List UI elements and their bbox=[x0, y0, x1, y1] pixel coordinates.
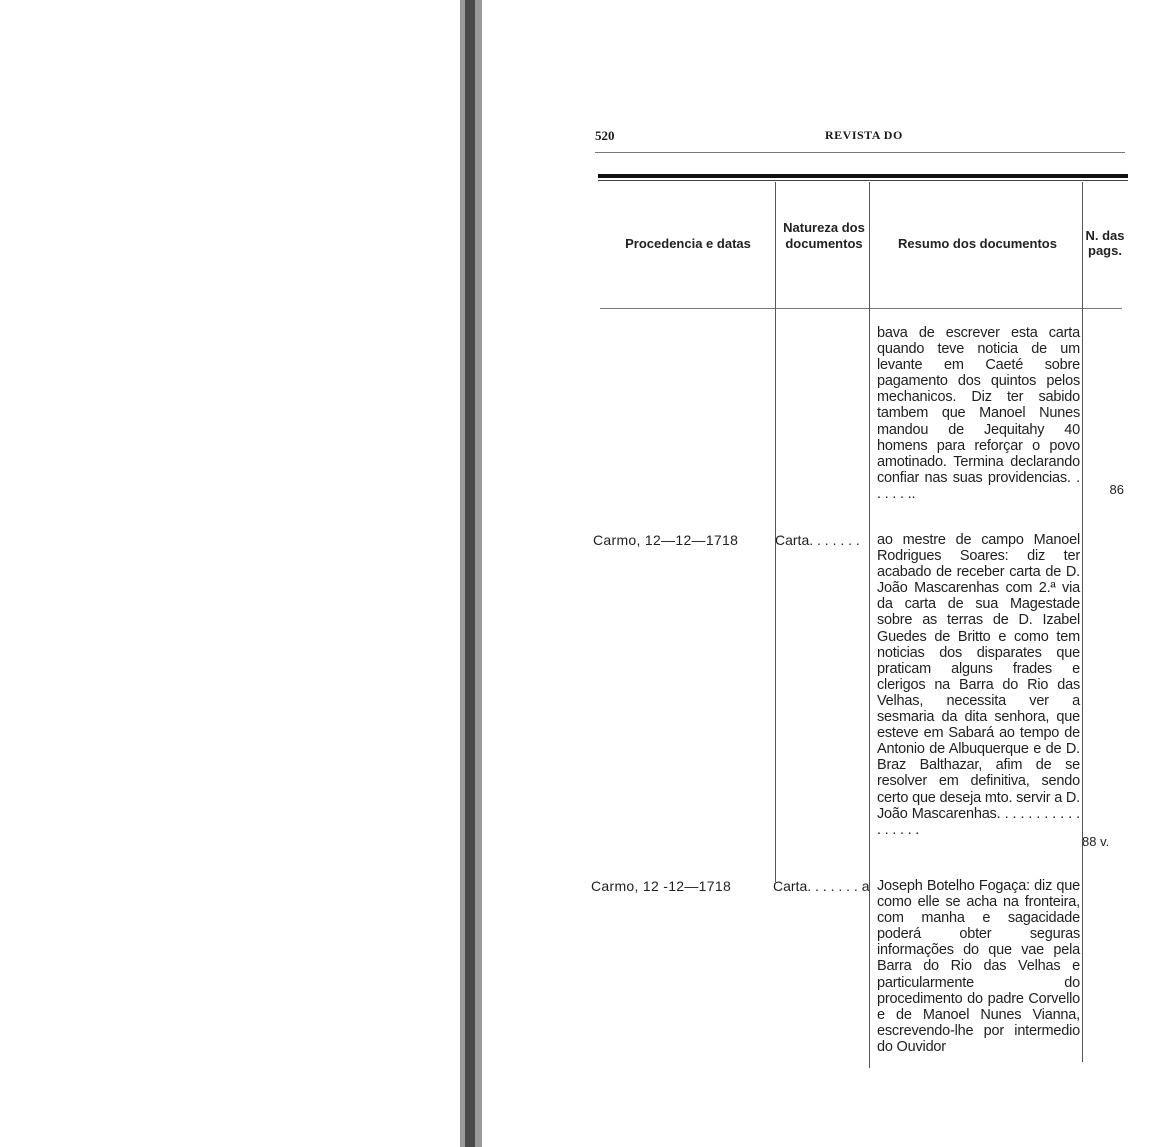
table-row-1-pages: 88 v. bbox=[1082, 834, 1110, 849]
page-number: 520 bbox=[595, 128, 615, 143]
column-divider-3 bbox=[1082, 182, 1083, 1062]
table-row-1-origin: Carmo, 12—12—1718 bbox=[593, 532, 739, 548]
header-divider bbox=[595, 152, 1125, 153]
table-top-thin-rule bbox=[598, 180, 1128, 181]
table-row-2-nature: Carta. . . . . . . a bbox=[773, 878, 870, 894]
document-page bbox=[591, 0, 1135, 1147]
table-row-2-origin: Carmo, 12 -12—1718 bbox=[591, 878, 732, 894]
table-top-thick-rule bbox=[598, 174, 1128, 178]
column-header-nature: Natureza dos documentos bbox=[783, 220, 865, 251]
table-row-2-summary: Joseph Botelho Fogaça: diz que como elle se acha na fronteira, com manha e sagacidade poderá obter seguras informações do que vae pela Barra do Rio das Velhas e particularmente do procedimento do padre Corvello e de Manoel Nunes Vianna, escrevendo-lhe por intermedio do Ouvidor bbox=[877, 878, 1080, 1055]
column-header-summary: Resumo dos documentos bbox=[898, 236, 1057, 251]
column-divider-2 bbox=[869, 182, 870, 1068]
table-header-rule bbox=[600, 308, 1122, 309]
table-row-0-summary: bava de escrever esta carta quando teve noticia de um levante em Caeté sobre pagamento dos quintos pelos mechanicos. Diz ter sabido tambem que Manoel Nunes mandou de Jequitahy 40 homens para reforçar o povo amotinado. Termina declarando confiar nas suas providencias. . . . . . .. bbox=[877, 325, 1080, 502]
table-row-1-nature: Carta. . . . . . . bbox=[775, 532, 860, 548]
running-title: REVISTA DO bbox=[825, 128, 903, 142]
table-row-1-summary: ao mestre de campo Manoel Rodrigues Soares: diz ter acabado de receber carta de D. João Mascarenhas com 2.ª via da carta de sua Magestade sobre as terras de D. Izabel Guedes de Britto e como tem noticias dos disparates que praticam alguns frades e clerigos na Barra do Rio das Velhas, necessita ver a sesmaria da dita senhora, que esteve em Sabará ao tempo de Antonio de Albuquerque e de D. Braz Balthazar, afim de se resolver em definitiva, sendo certo que deseja mto. servir a D. João Mascarenhas. . . . . . . . . . . . . . . . . bbox=[877, 532, 1080, 838]
book-spine-gutter bbox=[465, 0, 475, 1147]
column-header-origin: Procedencia e datas bbox=[625, 236, 751, 251]
column-header-pages: N. das pags. bbox=[1085, 228, 1125, 258]
table-row-0-pages: 86 bbox=[1109, 482, 1124, 497]
